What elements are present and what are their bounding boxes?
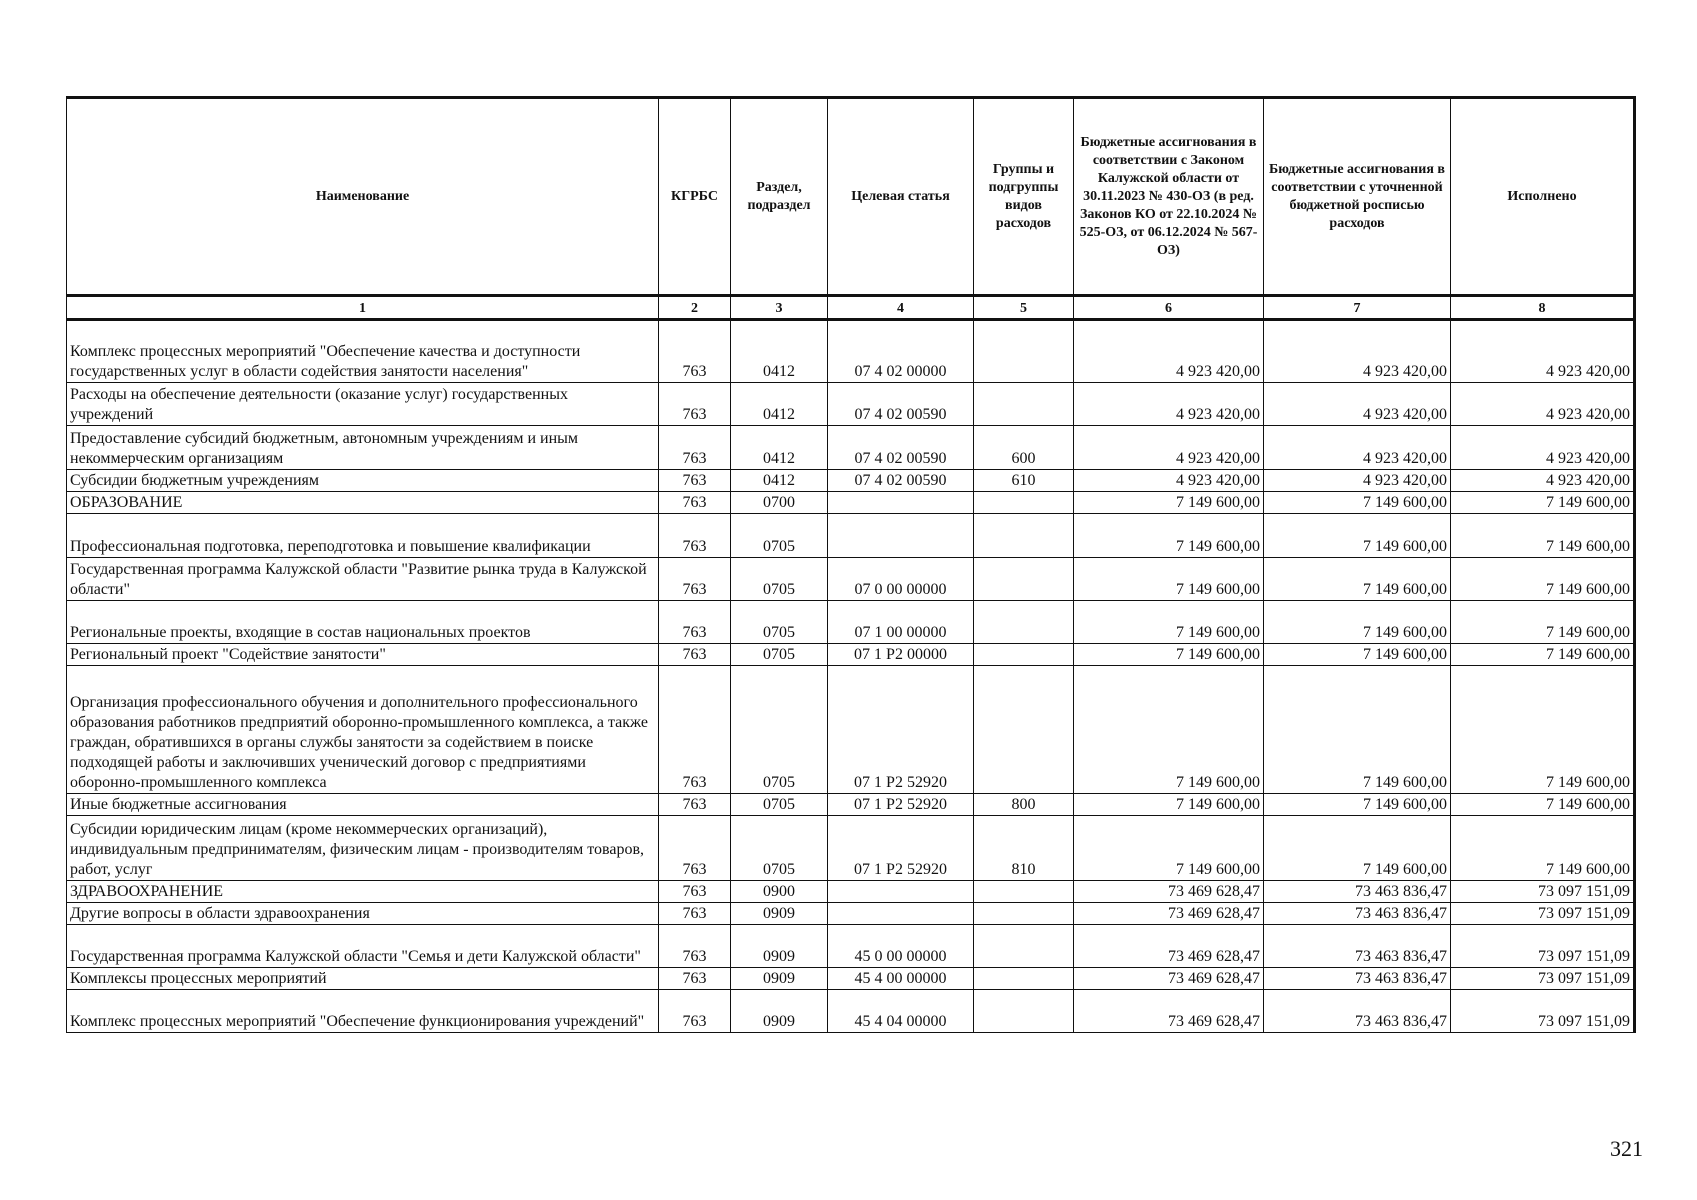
cell-refined-amount: 73 463 836,47: [1264, 925, 1451, 968]
table-row: [67, 990, 1635, 1033]
header-target: Целевая статья: [828, 98, 974, 296]
column-number-row: [67, 296, 1635, 320]
cell-target: 07 0 00 00000: [828, 558, 974, 601]
cell-group: [974, 990, 1074, 1033]
cell-name: Иные бюджетные ассигнования: [67, 794, 659, 816]
cell-refined-amount: 4 923 420,00: [1264, 426, 1451, 470]
cell-target: 07 4 02 00590: [828, 470, 974, 492]
cell-section: 0909: [731, 925, 828, 968]
cell-target: 07 4 02 00590: [828, 426, 974, 470]
table-row: [67, 492, 1635, 514]
cell-kgrbs: 763: [659, 492, 731, 514]
table-row: [67, 383, 1635, 426]
cell-refined-amount: 7 149 600,00: [1264, 558, 1451, 601]
cell-executed-amount: 7 149 600,00: [1451, 514, 1635, 558]
cell-law-amount: 4 923 420,00: [1074, 320, 1264, 383]
cell-name: Государственная программа Калужской области "Семья и дети Калужской области": [67, 925, 659, 968]
cell-target: 45 0 00 00000: [828, 925, 974, 968]
header-kgrbs: КГРБС: [659, 98, 731, 296]
cell-section: 0909: [731, 903, 828, 925]
cell-group: 610: [974, 470, 1074, 492]
cell-name: Расходы на обеспечение деятельности (оказание услуг) государственных учреждений: [67, 383, 659, 426]
cell-law-amount: 7 149 600,00: [1074, 601, 1264, 644]
table-row: [67, 470, 1635, 492]
cell-name: ЗДРАВООХРАНЕНИЕ: [67, 881, 659, 903]
cell-executed-amount: 73 097 151,09: [1451, 925, 1635, 968]
cell-target: [828, 492, 974, 514]
cell-name: Комплекс процессных мероприятий "Обеспечение функционирования учреждений": [67, 990, 659, 1033]
cell-name: Другие вопросы в области здравоохранения: [67, 903, 659, 925]
header-row: [67, 98, 1635, 296]
column-number: 1: [67, 296, 659, 320]
table-row: [67, 881, 1635, 903]
header-section: Раздел, подраздел: [731, 98, 828, 296]
cell-executed-amount: 7 149 600,00: [1451, 601, 1635, 644]
column-number: 6: [1074, 296, 1264, 320]
table-row: [67, 601, 1635, 644]
cell-kgrbs: 763: [659, 666, 731, 794]
table-row: [67, 794, 1635, 816]
cell-section: 0909: [731, 968, 828, 990]
page-number: 321: [1610, 1136, 1643, 1161]
cell-executed-amount: 4 923 420,00: [1451, 383, 1635, 426]
cell-executed-amount: 73 097 151,09: [1451, 903, 1635, 925]
column-number: 8: [1451, 296, 1635, 320]
cell-name: Государственная программа Калужской области "Развитие рынка труда в Калужской области": [67, 558, 659, 601]
cell-section: 0700: [731, 492, 828, 514]
cell-group: [974, 881, 1074, 903]
cell-group: [974, 320, 1074, 383]
cell-refined-amount: 7 149 600,00: [1264, 601, 1451, 644]
cell-law-amount: 4 923 420,00: [1074, 426, 1264, 470]
cell-refined-amount: 7 149 600,00: [1264, 644, 1451, 666]
cell-kgrbs: 763: [659, 816, 731, 881]
table-row: [67, 320, 1635, 383]
cell-group: 810: [974, 816, 1074, 881]
cell-section: 0705: [731, 816, 828, 881]
cell-law-amount: 4 923 420,00: [1074, 383, 1264, 426]
header-refined: Бюджетные ассигнования в соответствии с уточненной бюджетной росписью расходов: [1264, 98, 1451, 296]
cell-refined-amount: 7 149 600,00: [1264, 666, 1451, 794]
cell-law-amount: 7 149 600,00: [1074, 644, 1264, 666]
cell-name: Субсидии бюджетным учреждениям: [67, 470, 659, 492]
table-row: [67, 514, 1635, 558]
table-row: [67, 558, 1635, 601]
cell-kgrbs: 763: [659, 558, 731, 601]
cell-law-amount: 73 469 628,47: [1074, 881, 1264, 903]
cell-section: 0412: [731, 383, 828, 426]
cell-kgrbs: 763: [659, 426, 731, 470]
cell-executed-amount: 7 149 600,00: [1451, 794, 1635, 816]
cell-kgrbs: 763: [659, 968, 731, 990]
table-row: [67, 968, 1635, 990]
cell-kgrbs: 763: [659, 794, 731, 816]
cell-group: 600: [974, 426, 1074, 470]
cell-law-amount: 7 149 600,00: [1074, 514, 1264, 558]
cell-executed-amount: 4 923 420,00: [1451, 470, 1635, 492]
cell-name: Региональный проект "Содействие занятости": [67, 644, 659, 666]
budget-table: [66, 96, 1636, 1033]
cell-section: 0412: [731, 426, 828, 470]
column-number: 2: [659, 296, 731, 320]
column-number: 3: [731, 296, 828, 320]
cell-name: Комплекс процессных мероприятий "Обеспечение качества и доступности государственных услуг в области содействия занятости населения": [67, 320, 659, 383]
table-row: [67, 644, 1635, 666]
cell-law-amount: 7 149 600,00: [1074, 492, 1264, 514]
cell-refined-amount: 4 923 420,00: [1264, 470, 1451, 492]
cell-target: 07 1 Р2 52920: [828, 794, 974, 816]
column-number: 5: [974, 296, 1074, 320]
cell-group: [974, 903, 1074, 925]
table-row: [67, 426, 1635, 470]
table-row: [67, 816, 1635, 881]
cell-kgrbs: 763: [659, 383, 731, 426]
cell-kgrbs: 763: [659, 320, 731, 383]
cell-name: Организация профессионального обучения и дополнительного профессионального образования работников предприятий оборонно-промышленного комплекса, а также граждан, обратившихся в органы службы занятости за содействием в поиске подходящей работы и заключивших ученический договор с предприятиями оборонно-промышленного комплекса: [67, 666, 659, 794]
cell-kgrbs: 763: [659, 990, 731, 1033]
cell-group: [974, 514, 1074, 558]
cell-refined-amount: 73 463 836,47: [1264, 881, 1451, 903]
cell-name: Предоставление субсидий бюджетным, автономным учреждениям и иным некоммерческим организациям: [67, 426, 659, 470]
cell-target: 07 1 00 00000: [828, 601, 974, 644]
cell-refined-amount: 7 149 600,00: [1264, 816, 1451, 881]
table-row: [67, 666, 1635, 794]
cell-name: Комплексы процессных мероприятий: [67, 968, 659, 990]
table-row: [67, 925, 1635, 968]
cell-target: 07 4 02 00000: [828, 320, 974, 383]
cell-group: [974, 558, 1074, 601]
cell-kgrbs: 763: [659, 903, 731, 925]
cell-executed-amount: 73 097 151,09: [1451, 881, 1635, 903]
cell-executed-amount: 7 149 600,00: [1451, 644, 1635, 666]
cell-law-amount: 73 469 628,47: [1074, 990, 1264, 1033]
cell-refined-amount: 73 463 836,47: [1264, 968, 1451, 990]
column-number: 4: [828, 296, 974, 320]
cell-section: 0705: [731, 558, 828, 601]
cell-law-amount: 73 469 628,47: [1074, 903, 1264, 925]
cell-kgrbs: 763: [659, 881, 731, 903]
cell-section: 0909: [731, 990, 828, 1033]
cell-law-amount: 4 923 420,00: [1074, 470, 1264, 492]
cell-target: 07 4 02 00590: [828, 383, 974, 426]
cell-law-amount: 7 149 600,00: [1074, 558, 1264, 601]
cell-section: 0412: [731, 320, 828, 383]
cell-target: 45 4 04 00000: [828, 990, 974, 1033]
cell-executed-amount: 7 149 600,00: [1451, 492, 1635, 514]
cell-target: 45 4 00 00000: [828, 968, 974, 990]
cell-name: Региональные проекты, входящие в состав национальных проектов: [67, 601, 659, 644]
table-row: [67, 903, 1635, 925]
cell-law-amount: 7 149 600,00: [1074, 816, 1264, 881]
cell-name: Субсидии юридическим лицам (кроме некоммерческих организаций), индивидуальным предпринимателям, физическим лицам - производителям товаров, работ, услуг: [67, 816, 659, 881]
cell-law-amount: 73 469 628,47: [1074, 968, 1264, 990]
cell-group: [974, 666, 1074, 794]
cell-law-amount: 7 149 600,00: [1074, 666, 1264, 794]
cell-group: [974, 925, 1074, 968]
cell-group: [974, 968, 1074, 990]
cell-group: 800: [974, 794, 1074, 816]
cell-name: ОБРАЗОВАНИЕ: [67, 492, 659, 514]
cell-executed-amount: 7 149 600,00: [1451, 816, 1635, 881]
cell-law-amount: 7 149 600,00: [1074, 794, 1264, 816]
cell-executed-amount: 4 923 420,00: [1451, 426, 1635, 470]
cell-refined-amount: 4 923 420,00: [1264, 383, 1451, 426]
cell-law-amount: 73 469 628,47: [1074, 925, 1264, 968]
cell-section: 0412: [731, 470, 828, 492]
cell-refined-amount: 7 149 600,00: [1264, 492, 1451, 514]
cell-section: 0705: [731, 666, 828, 794]
cell-target: [828, 881, 974, 903]
cell-refined-amount: 73 463 836,47: [1264, 903, 1451, 925]
cell-kgrbs: 763: [659, 644, 731, 666]
cell-name: Профессиональная подготовка, переподготовка и повышение квалификации: [67, 514, 659, 558]
cell-section: 0900: [731, 881, 828, 903]
cell-group: [974, 383, 1074, 426]
cell-refined-amount: 4 923 420,00: [1264, 320, 1451, 383]
cell-target: 07 1 Р2 52920: [828, 666, 974, 794]
cell-executed-amount: 7 149 600,00: [1451, 666, 1635, 794]
cell-group: [974, 644, 1074, 666]
cell-kgrbs: 763: [659, 601, 731, 644]
header-name: Наименование: [67, 98, 659, 296]
cell-section: 0705: [731, 601, 828, 644]
cell-refined-amount: 7 149 600,00: [1264, 514, 1451, 558]
cell-section: 0705: [731, 794, 828, 816]
cell-section: 0705: [731, 514, 828, 558]
column-number: 7: [1264, 296, 1451, 320]
cell-target: [828, 514, 974, 558]
cell-executed-amount: 73 097 151,09: [1451, 990, 1635, 1033]
cell-target: [828, 903, 974, 925]
cell-target: 07 1 Р2 52920: [828, 816, 974, 881]
cell-executed-amount: 73 097 151,09: [1451, 968, 1635, 990]
cell-target: 07 1 Р2 00000: [828, 644, 974, 666]
header-executed: Исполнено: [1451, 98, 1635, 296]
cell-refined-amount: 73 463 836,47: [1264, 990, 1451, 1033]
cell-kgrbs: 763: [659, 514, 731, 558]
cell-section: 0705: [731, 644, 828, 666]
cell-group: [974, 492, 1074, 514]
cell-refined-amount: 7 149 600,00: [1264, 794, 1451, 816]
header-law: Бюджетные ассигнования в соответствии с Законом Калужской области от 30.11.2023 № 430-ОЗ (в ред. Законов КО от 22.10.2024 № 525-ОЗ, от 06.12.2024 № 567-ОЗ): [1074, 98, 1264, 296]
cell-kgrbs: 763: [659, 470, 731, 492]
header-group: Группы и подгруппы видов расходов: [974, 98, 1074, 296]
cell-executed-amount: 4 923 420,00: [1451, 320, 1635, 383]
cell-group: [974, 601, 1074, 644]
cell-executed-amount: 7 149 600,00: [1451, 558, 1635, 601]
table-body: [67, 320, 1635, 1033]
cell-kgrbs: 763: [659, 925, 731, 968]
